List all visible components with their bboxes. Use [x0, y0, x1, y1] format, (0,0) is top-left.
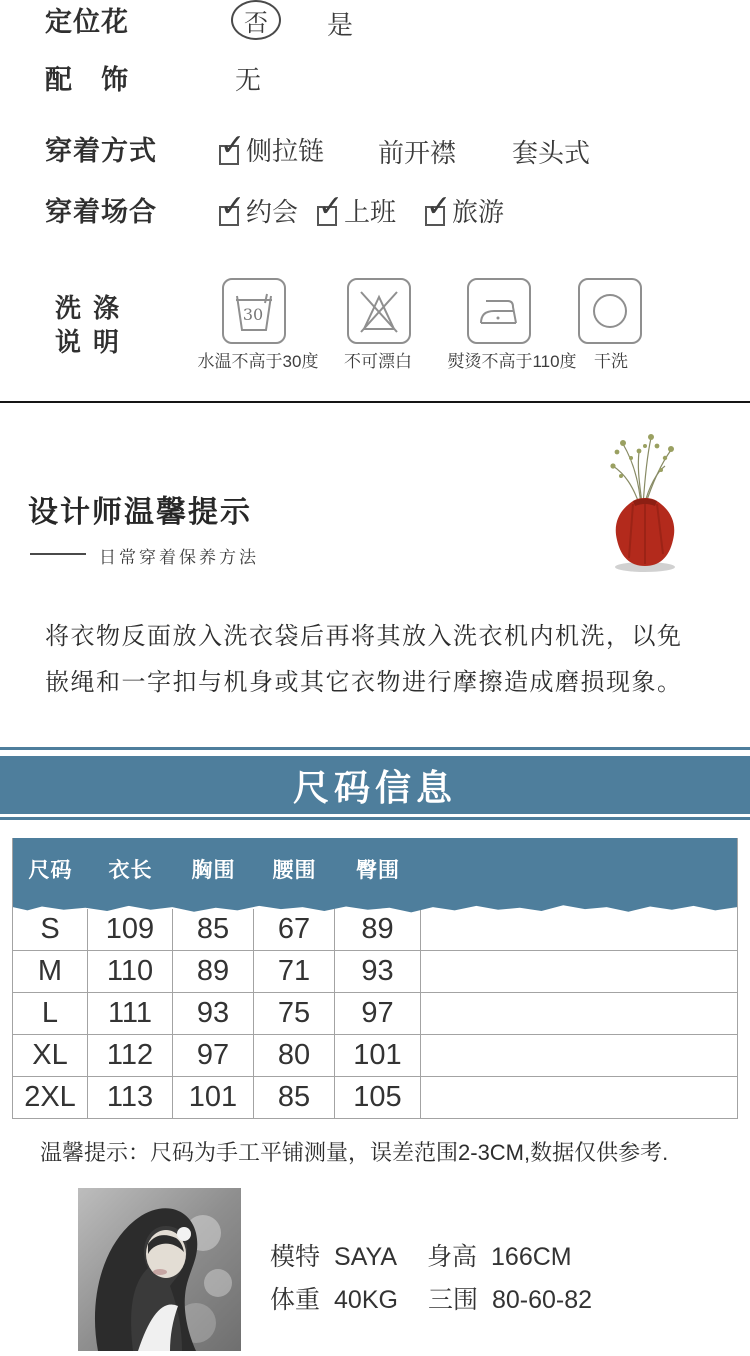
- iron-110-icon: [467, 278, 531, 344]
- checkbox-checked-icon: [219, 129, 246, 165]
- designer-tips-subtitle: 日常穿着保养方法: [99, 548, 259, 567]
- cell-length: 113: [88, 1077, 173, 1118]
- option-label: 约会: [246, 197, 299, 227]
- option-yes-label: 是: [327, 10, 354, 40]
- banner-bottom-line: [0, 817, 750, 820]
- wash-caption-temp: 水温不高于30度: [197, 352, 319, 371]
- check-mark-icon: ✓: [220, 190, 246, 223]
- option-label: 旅游: [452, 197, 505, 227]
- wash-caption-iron: 熨烫不高于110度: [447, 352, 577, 371]
- wash-care-label: [55, 291, 119, 359]
- model-weight-label: 体重: [270, 1286, 321, 1314]
- no-bleach-icon: [347, 278, 411, 344]
- option-front-open: 前开襟: [378, 138, 457, 168]
- cell-waist: 75: [254, 993, 335, 1034]
- check-mark-icon: ✓: [318, 190, 344, 223]
- designer-tips-title: 设计师温馨提示: [28, 496, 252, 529]
- cell-bust: 85: [173, 909, 254, 950]
- cell-size: XL: [13, 1035, 88, 1076]
- option-travel: [425, 192, 504, 229]
- wash-temp-30-icon: [222, 278, 286, 344]
- cell-empty: [421, 909, 737, 950]
- model-height-value: 166CM: [491, 1243, 572, 1271]
- model-size-value: 80-60-82: [491, 1286, 593, 1314]
- option-side-zipper: [219, 131, 324, 168]
- banner-top-line: [0, 747, 750, 750]
- wash-caption-dry-clean: 干洗: [594, 352, 628, 371]
- check-mark-icon: ✓: [220, 129, 246, 162]
- check-mark-icon: ✓: [426, 190, 452, 223]
- care-instruction-line1: 将衣物反面放入洗衣袋后再将其放入洗衣机内机洗，以免: [45, 623, 683, 650]
- cell-hip: 89: [335, 909, 421, 950]
- cell-size: 2XL: [13, 1077, 88, 1118]
- cell-bust: 93: [173, 993, 254, 1034]
- size-row-l: [13, 992, 737, 1034]
- cell-empty: [421, 1035, 737, 1076]
- cell-hip: 97: [335, 993, 421, 1034]
- care-instruction-line2: 嵌绳和一字扣与机身或其它衣物进行摩擦造成磨损现象。: [45, 669, 683, 696]
- option-date: [219, 192, 298, 229]
- option-no-label: 否: [244, 9, 268, 37]
- attr-label-wear-occasion: 穿着场合: [45, 197, 157, 227]
- wash-label-line2: 说明: [55, 327, 119, 357]
- column-header-hip: 臀围: [356, 859, 400, 882]
- cell-size: L: [13, 993, 88, 1034]
- cell-waist: 80: [254, 1035, 335, 1076]
- section-divider: [0, 401, 750, 403]
- column-header-waist: 腰围: [272, 859, 317, 882]
- checkbox-checked-icon: [317, 190, 344, 226]
- checkbox-checked-icon: [219, 190, 246, 226]
- cell-size: S: [13, 909, 88, 950]
- size-info-banner: [0, 756, 750, 814]
- model-photo: [78, 1188, 241, 1351]
- size-chart-table: [12, 838, 738, 1119]
- cell-waist: 71: [254, 951, 335, 992]
- cell-length: 109: [88, 909, 173, 950]
- cell-waist: 67: [254, 909, 335, 950]
- cell-hip: 101: [335, 1035, 421, 1076]
- accessories-value: 无: [235, 65, 262, 95]
- model-info-line2: [270, 1280, 592, 1316]
- cell-length: 112: [88, 1035, 173, 1076]
- cell-length: 111: [88, 993, 173, 1034]
- red-vase-photo: [593, 426, 693, 581]
- size-row-xl: [13, 1034, 737, 1076]
- cell-empty: [421, 993, 737, 1034]
- cell-waist: 85: [254, 1077, 335, 1118]
- option-work: [317, 192, 396, 229]
- model-name: SAYA: [334, 1243, 398, 1271]
- size-info-banner-title: 尺码信息: [292, 766, 457, 808]
- dry-clean-icon: [578, 278, 642, 344]
- cell-length: 110: [88, 951, 173, 992]
- option-pullover: 套头式: [512, 138, 591, 168]
- model-height-label: 身高: [427, 1243, 478, 1271]
- option-label: 上班: [344, 197, 397, 227]
- column-header-length: 衣长: [108, 859, 153, 882]
- cell-hip: 105: [335, 1077, 421, 1118]
- option-label: 侧拉链: [246, 136, 325, 166]
- size-row-2xl: [13, 1076, 737, 1118]
- cell-empty: [421, 1077, 737, 1118]
- model-info-line1: [270, 1237, 572, 1273]
- wash-label-line1: 洗涤: [55, 293, 119, 323]
- cell-size: M: [13, 951, 88, 992]
- option-no-circled: [231, 0, 281, 40]
- cell-bust: 97: [173, 1035, 254, 1076]
- model-size-label: 三围: [427, 1286, 478, 1314]
- column-header-size: 尺码: [28, 859, 73, 882]
- checkbox-checked-icon: [425, 190, 452, 226]
- size-table-header-row: [13, 838, 737, 900]
- cell-bust: 89: [173, 951, 254, 992]
- model-label: 模特: [270, 1243, 321, 1271]
- dash-decoration: [30, 553, 86, 555]
- cell-empty: [421, 951, 737, 992]
- model-weight-value: 40KG: [334, 1286, 398, 1314]
- attr-label-positioning-flower: 定位花: [45, 7, 129, 37]
- cell-hip: 93: [335, 951, 421, 992]
- wash-caption-no-bleach: 不可漂白: [344, 352, 412, 371]
- size-row-m: [13, 950, 737, 992]
- svg-text:30: 30: [242, 305, 264, 324]
- column-header-empty: [421, 838, 737, 900]
- size-measure-note: 温馨提示：尺码为手工平铺测量，误差范围2-3CM,数据仅供参考.: [40, 1140, 669, 1165]
- size-row-s: [13, 909, 737, 950]
- attr-label-accessories: 配饰: [45, 65, 129, 95]
- attr-label-wear-style: 穿着方式: [45, 136, 157, 166]
- cell-bust: 101: [173, 1077, 254, 1118]
- column-header-bust: 胸围: [191, 859, 236, 882]
